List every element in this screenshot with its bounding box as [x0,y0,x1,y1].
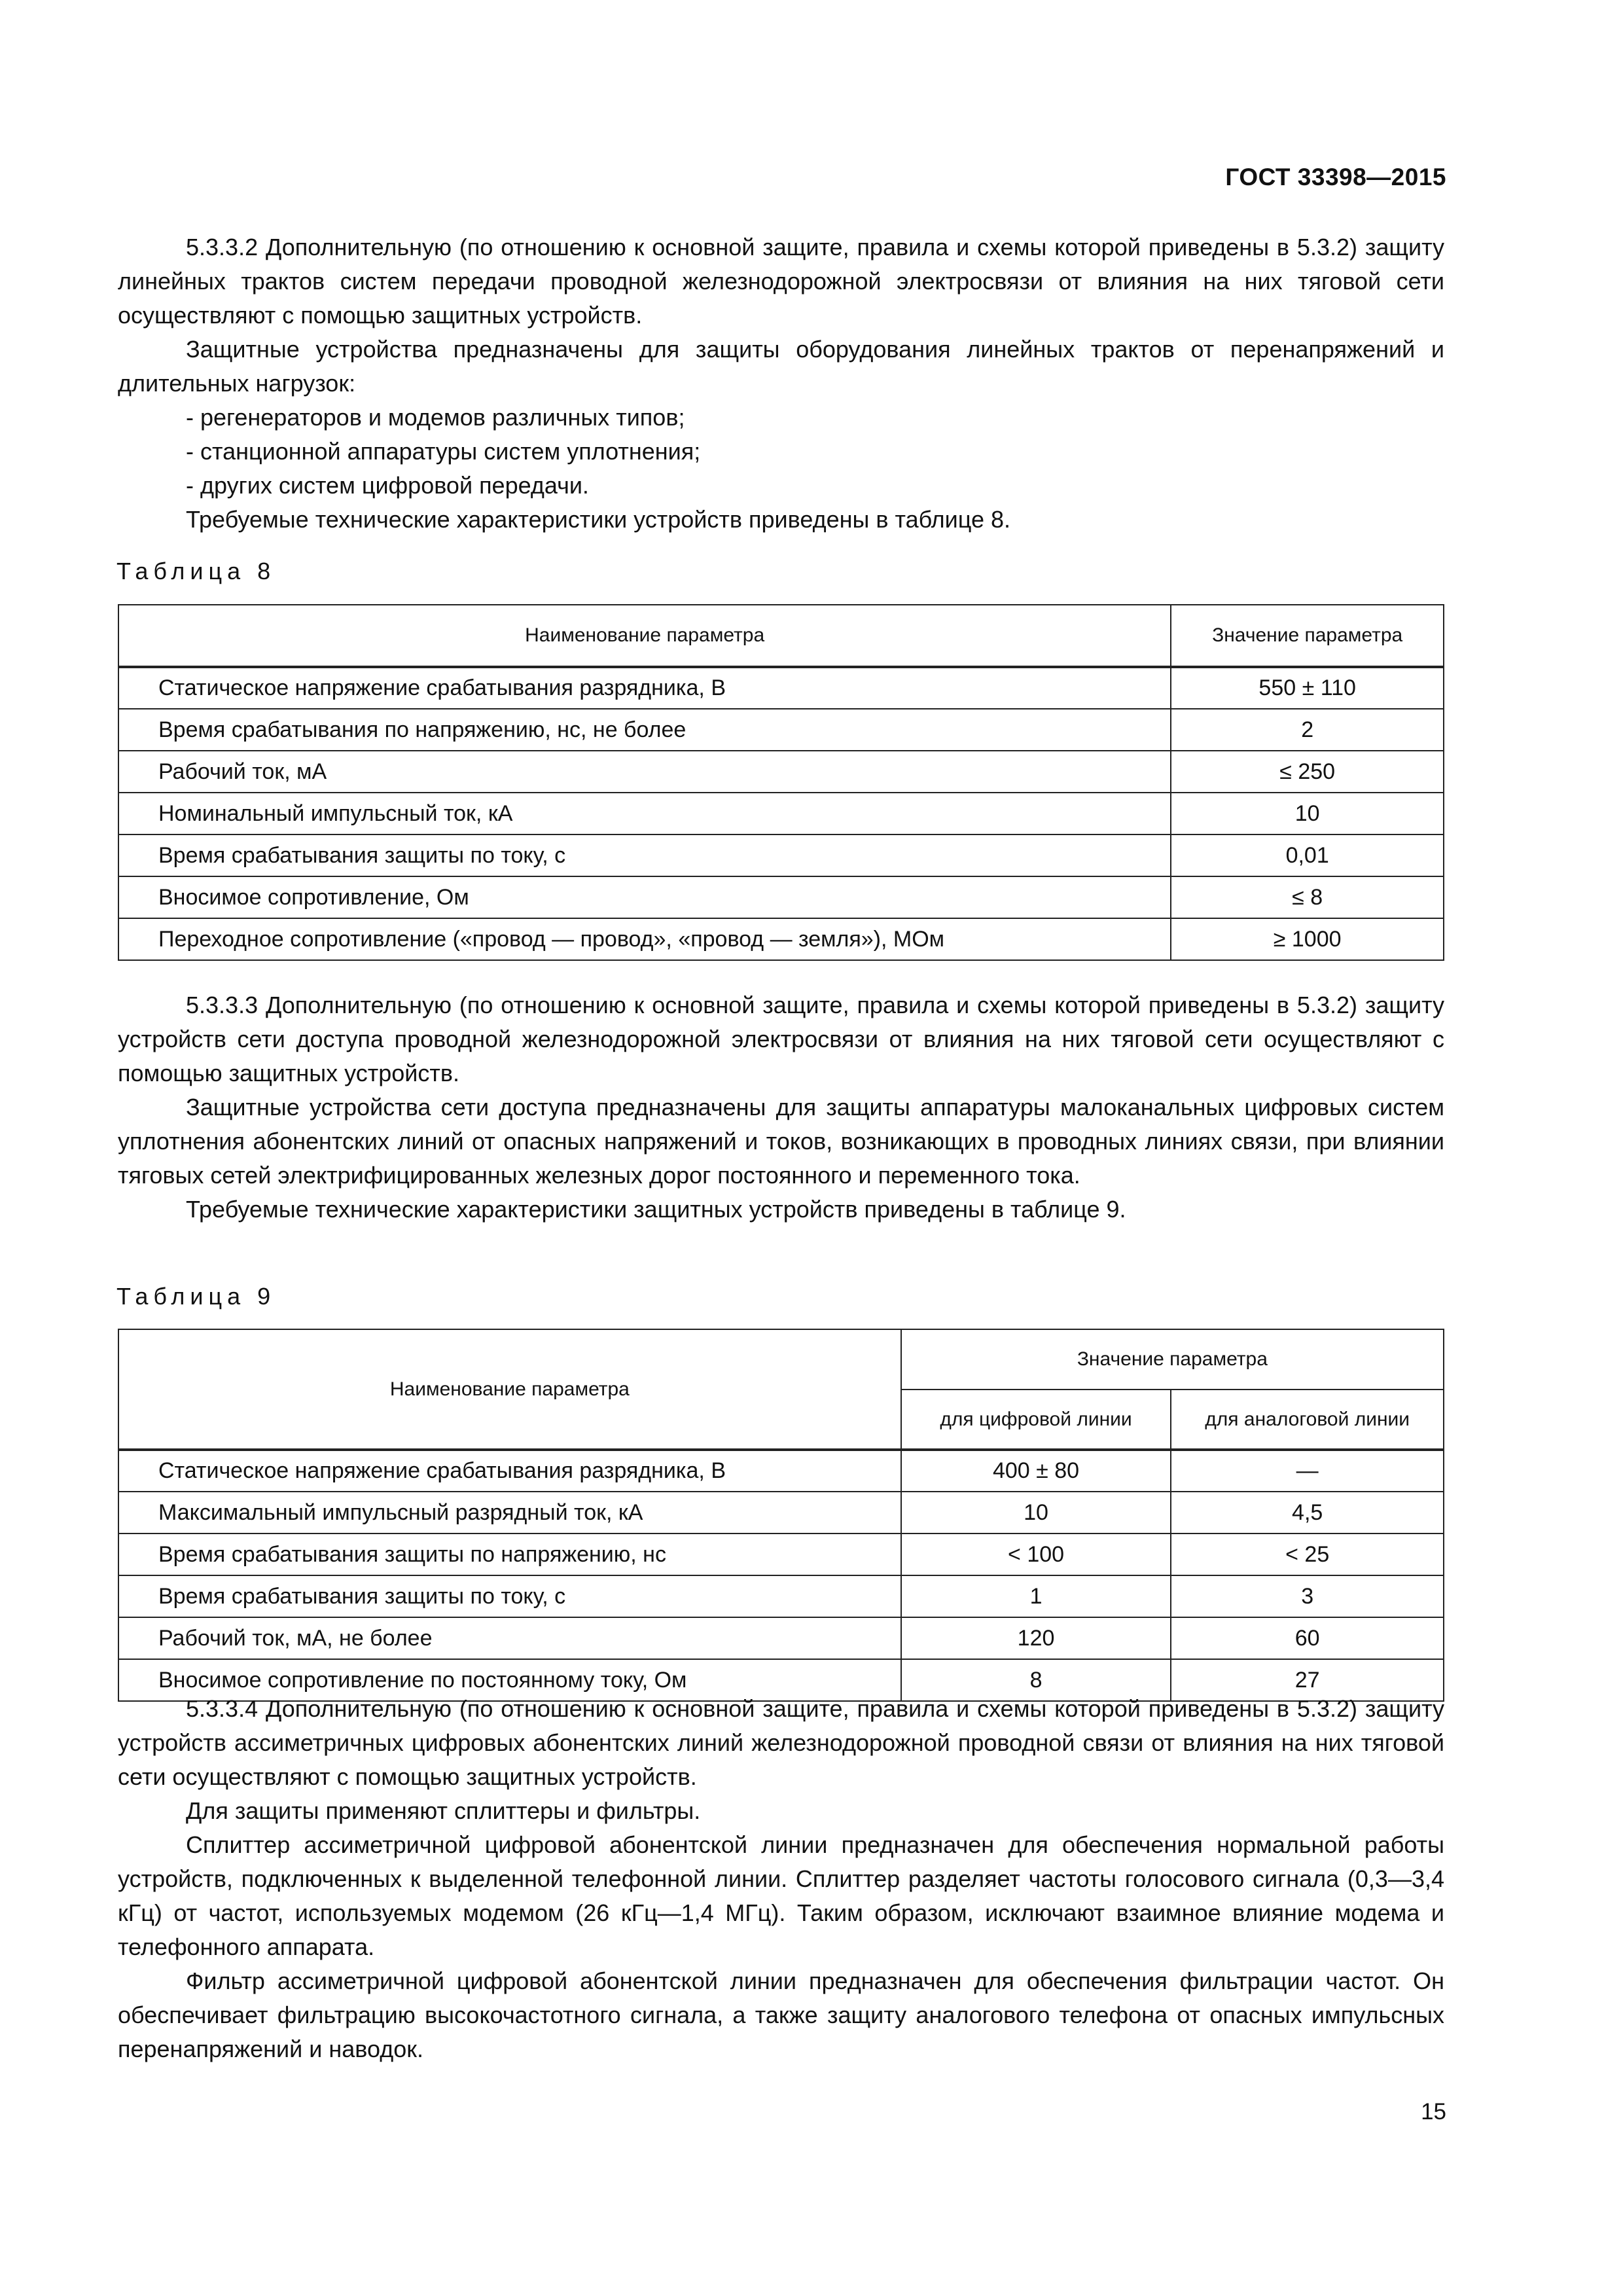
paragraph: 5.3.3.2 Дополнительную (по отношению к основной защите, правила и схемы которой приведены в 5.3.2) защиту линейных трактов систем передачи проводной железнодорожной электросвязи от влияния на них тяговой сети осуществляют с помощью защитных устройств. [118,234,1444,329]
analog-line-value: 27 [1171,1659,1444,1701]
paragraph: Требуемые технические характеристики устройств приведены в таблице 8. [186,506,1010,533]
column-header: Наименование параметра [118,605,1171,667]
column-subheader: для аналоговой линии [1171,1390,1444,1450]
parameter-value: 10 [1171,793,1444,834]
table-8-caption: Таблица 8 [116,558,276,584]
table-row [118,709,1444,751]
digital-line-value: 1 [901,1575,1171,1617]
column-header: Наименование параметра [118,1329,901,1450]
analog-line-value: 4,5 [1171,1492,1444,1534]
parameter-value: 2 [1171,709,1444,751]
section-5-3-3-4 [118,1692,1444,2066]
paragraph: Защитные устройства сети доступа предназначены для защиты аппаратуры малоканальных цифровых систем уплотнения абонентских линий от опасных напряжений и токов, возникающих в проводных линиях связи, при влиянии тяговых сетей электрифицированных железных дорог постоянного и переменного тока. [118,1094,1444,1189]
parameter-value: 0,01 [1171,834,1444,876]
analog-line-value: — [1171,1450,1444,1492]
table-row [118,793,1444,834]
list-item: - других систем цифровой передачи. [186,472,589,499]
digital-line-value: 10 [901,1492,1171,1534]
parameter-name: Вносимое сопротивление, Ом [118,876,1171,918]
analog-line-value: 60 [1171,1617,1444,1659]
table-8 [118,604,1444,961]
column-header: Значение параметра [901,1329,1444,1390]
paragraph: Фильтр ассиметричной цифровой абонентской линии предназначен для обеспечения фильтрации частот. Он обеспечивает фильтрацию высокочастотного сигнала, а также защиту аналогового телефона от опасных импульсных перенапряжений и наводок. [118,1967,1444,2062]
column-subheader: для цифровой линии [901,1390,1171,1450]
table-9-caption: Таблица 9 [116,1283,276,1310]
table-row [118,918,1444,960]
table-row [118,876,1444,918]
table-row [118,751,1444,793]
parameter-value: ≥ 1000 [1171,918,1444,960]
digital-line-value: 8 [901,1659,1171,1701]
column-header: Значение параметра [1171,605,1444,667]
table-row [118,667,1444,709]
page-number: 15 [1421,2099,1446,2125]
parameter-name: Время срабатывания защиты по току, с [118,1575,901,1617]
paragraph: 5.3.3.4 Дополнительную (по отношению к основной защите, правила и схемы которой приведены в 5.3.2) защиту устройств ассиметричных цифровых абонентских линий железнодорожной проводной связи от влияния на них тяговой сети осуществляют с помощью защитных устройств. [118,1695,1444,1790]
table-9 [118,1329,1444,1702]
digital-line-value: 400 ± 80 [901,1450,1171,1492]
paragraph: Защитные устройства предназначены для защиты оборудования линейных трактов от перенапряжений и длительных нагрузок: [118,336,1444,397]
parameter-name: Статическое напряжение срабатывания разрядника, В [118,667,1171,709]
table-row [118,1450,1444,1492]
parameter-name: Рабочий ток, мА [118,751,1171,793]
parameter-name: Переходное сопротивление («провод — провод», «провод — земля»), МОм [118,918,1171,960]
section-5-3-3-2 [118,230,1444,537]
parameter-value: ≤ 250 [1171,751,1444,793]
digital-line-value: < 100 [901,1534,1171,1575]
section-5-3-3-3 [118,988,1444,1227]
parameter-name: Время срабатывания по напряжению, нс, не более [118,709,1171,751]
paragraph: Сплиттер ассиметричной цифровой абонентской линии предназначен для обеспечения нормальной работы устройств, подключенных к выделенной телефонной линии. Сплиттер разделяет частоты голосового сигнала (0,3—3,4 кГц) от частот, используемых модемом (26 кГц—1,4 МГц). Таким образом, исключают взаимное влияние модема и телефонного аппарата. [118,1831,1444,1960]
paragraph: 5.3.3.3 Дополнительную (по отношению к основной защите, правила и схемы которой приведены в 5.3.2) защиту устройств сети доступа проводной железнодорожной электросвязи от влияния на них тяговой сети осуществляют с помощью защитных устройств. [118,992,1444,1086]
parameter-name: Рабочий ток, мА, не более [118,1617,901,1659]
parameter-name: Статическое напряжение срабатывания разрядника, В [118,1450,901,1492]
parameter-name: Номинальный импульсный ток, кА [118,793,1171,834]
table-row [118,1575,1444,1617]
parameter-name: Вносимое сопротивление по постоянному току, Ом [118,1659,901,1701]
table-row [118,1534,1444,1575]
analog-line-value: < 25 [1171,1534,1444,1575]
table-row [118,834,1444,876]
digital-line-value: 120 [901,1617,1171,1659]
table-header-row [118,605,1444,667]
document-designation: ГОСТ 33398—2015 [1225,164,1446,190]
table-row [118,1617,1444,1659]
parameter-value: ≤ 8 [1171,876,1444,918]
analog-line-value: 3 [1171,1575,1444,1617]
paragraph: Для защиты применяют сплиттеры и фильтры. [186,1797,701,1824]
parameter-name: Время срабатывания защиты по току, с [118,834,1171,876]
parameter-name: Максимальный импульсный разрядный ток, кА [118,1492,901,1534]
list-item: - регенераторов и модемов различных типов; [186,404,685,431]
parameter-name: Время срабатывания защиты по напряжению, нс [118,1534,901,1575]
list-item: - станционной аппаратуры систем уплотнения; [186,438,701,465]
parameter-value: 550 ± 110 [1171,667,1444,709]
table-header-row [118,1329,1444,1390]
table-row [118,1492,1444,1534]
paragraph: Требуемые технические характеристики защитных устройств приведены в таблице 9. [186,1196,1126,1223]
